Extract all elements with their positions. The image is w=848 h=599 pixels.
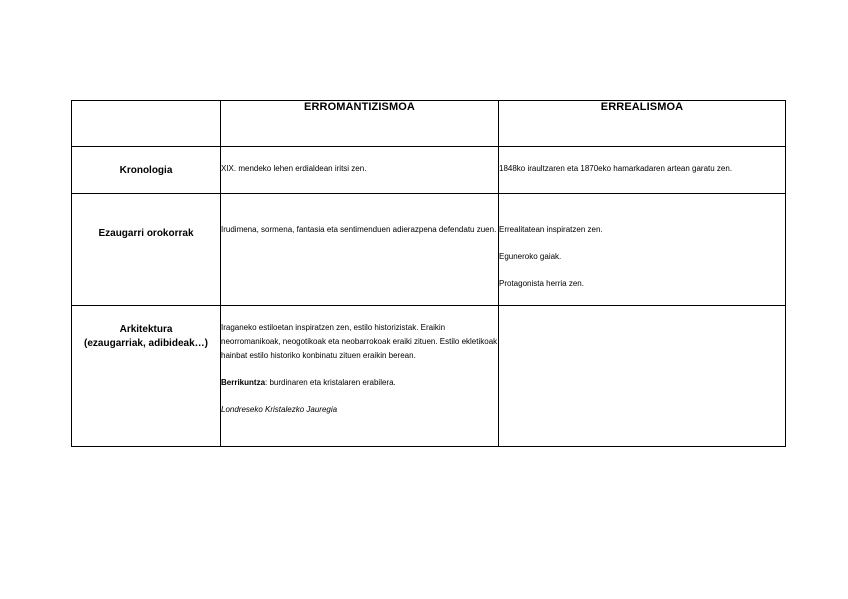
header-erromantizismoa: ERROMANTIZISMOA <box>221 101 499 147</box>
cell-kronologia-errealismoa <box>499 147 786 194</box>
cell-ezaugarriak-errealismoa <box>499 194 786 306</box>
berrikuntza-label: Berrikuntza <box>221 378 266 387</box>
row-arkitektura <box>72 306 786 447</box>
row-label-arkitektura-line1: Arkitektura <box>119 324 173 335</box>
row-label-arkitektura-line2: (ezaugarriak, adibideak…) <box>84 338 208 349</box>
text-ezaugarriak-errealismoa-2: Eguneroko gaiak. <box>499 252 562 261</box>
text-arkitektura-example: Londreseko Kristalezko Jauregia <box>221 405 338 414</box>
header-errealismoa: ERREALISMOA <box>499 101 786 147</box>
text-arkitektura-berrikuntza <box>221 376 498 390</box>
row-label-kronologia-cell <box>72 147 221 194</box>
row-label-kronologia: Kronologia <box>119 165 173 176</box>
comparison-table <box>71 100 786 447</box>
header-row <box>72 101 786 147</box>
row-label-ezaugarriak: Ezaugarri orokorrak <box>98 228 194 239</box>
text-arkitektura-paragraph: Iraganeko estiloetan inspiratzen zen, estilo historizistak. Eraikin neorromanikoak, neogotikoak eta neobarrokoak eraiki zituen. Estilo ekletikoak hainbat estilo historiko konbinatu zituen eraikin berean. <box>221 323 498 360</box>
cell-arkitektura-errealismoa <box>499 306 786 447</box>
cell-ezaugarriak-erromantizismoa <box>221 194 499 306</box>
berrikuntza-text: : burdinaren eta kristalaren erabilera. <box>265 378 396 387</box>
row-ezaugarriak <box>72 194 786 306</box>
cell-kronologia-erromantizismoa <box>221 147 499 194</box>
text-kronologia-errealismoa: 1848ko iraultzaren eta 1870eko hamarkadaren artean garatu zen. <box>499 164 733 173</box>
text-ezaugarriak-erromantizismoa: Irudimena, sormena, fantasia eta sentimenduen adierazpena defendatu zuen. <box>221 225 497 234</box>
cell-arkitektura-erromantizismoa <box>221 306 499 447</box>
row-label-arkitektura-cell <box>72 306 221 447</box>
row-kronologia <box>72 147 786 194</box>
row-label-ezaugarriak-cell <box>72 194 221 306</box>
row-label-arkitektura <box>72 306 220 351</box>
header-empty-cell <box>72 101 221 147</box>
text-ezaugarriak-errealismoa-1: Errealitatean inspiratzen zen. <box>499 225 603 234</box>
text-kronologia-erromantizismoa: XIX. mendeko lehen erdialdean iritsi zen. <box>221 164 367 173</box>
text-ezaugarriak-errealismoa-3: Protagonista herria zen. <box>499 279 584 288</box>
